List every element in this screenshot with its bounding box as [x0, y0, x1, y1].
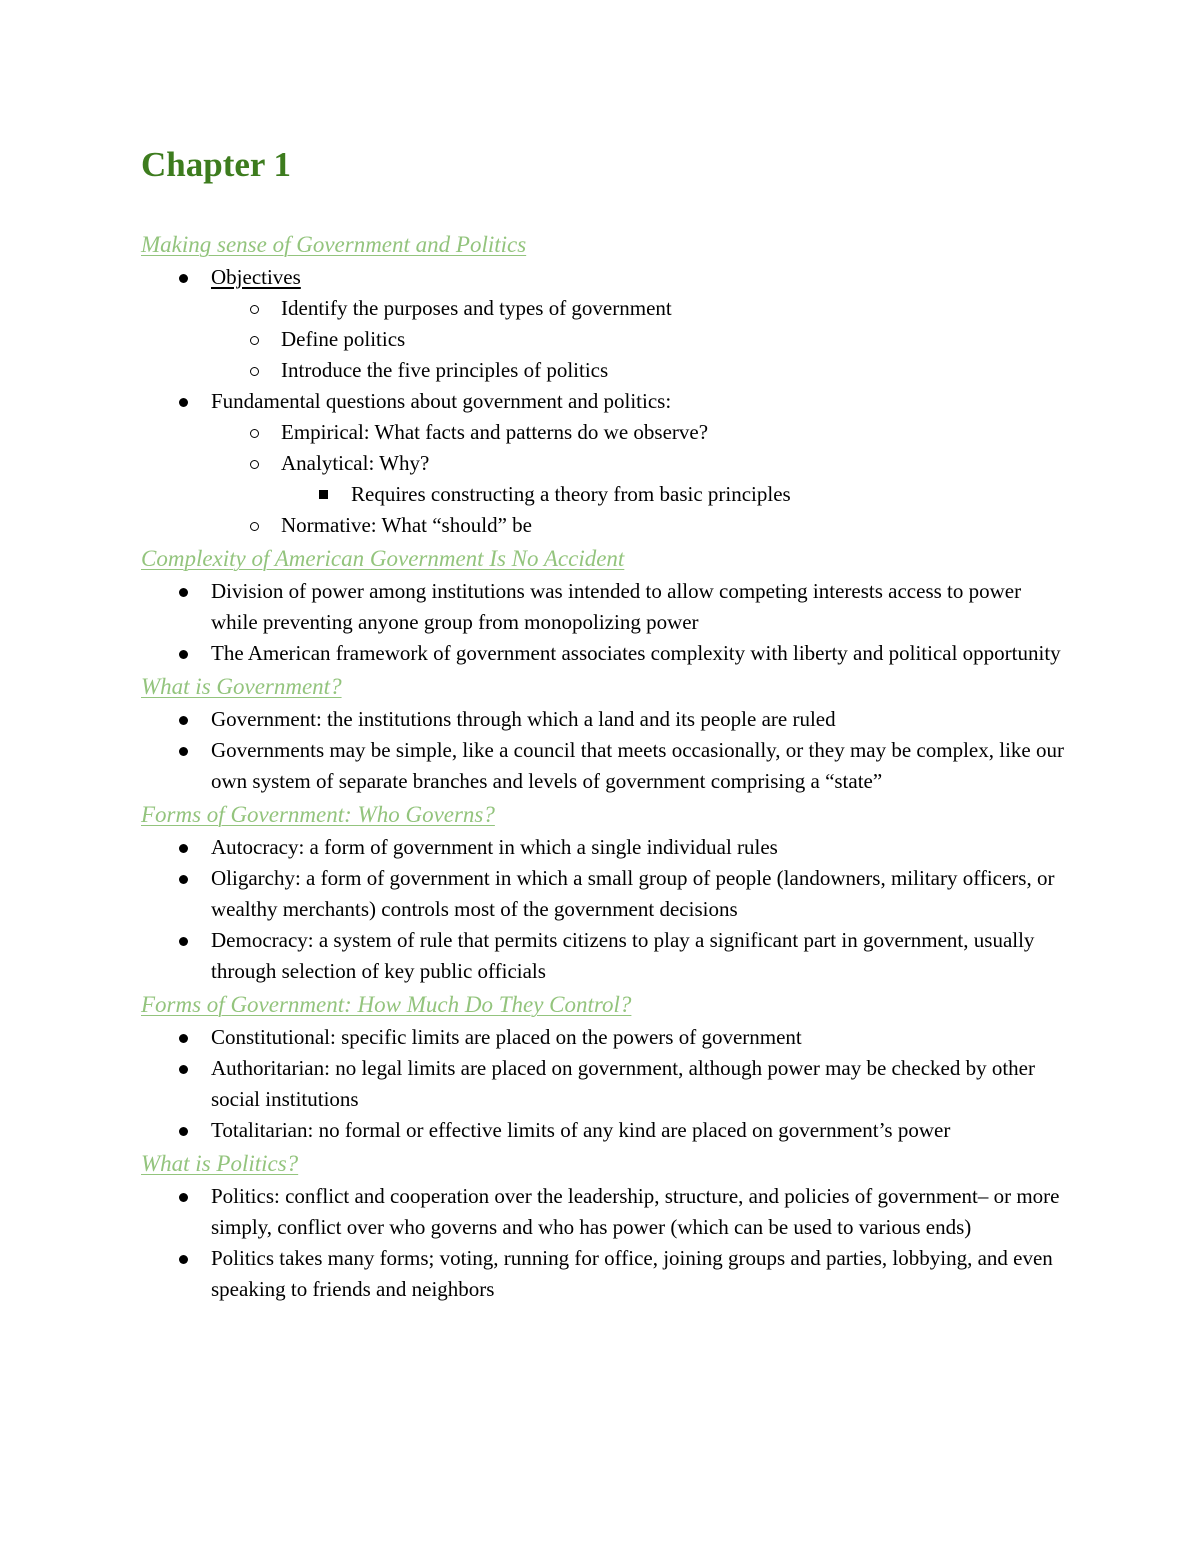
sub-sub-list-item: [281, 479, 1071, 510]
document-body: [141, 227, 1071, 1305]
sub-list-item: [211, 324, 1071, 355]
list-item: [141, 704, 1071, 735]
hollow-bullet-icon: [250, 522, 259, 531]
section-heading: Complexity of American Government Is No Accident: [141, 546, 625, 571]
list-item: [141, 863, 1071, 925]
filled-bullet-icon: [179, 588, 188, 597]
sub-list-item: [211, 510, 1071, 541]
list-item-text: Politics takes many forms; voting, running for office, joining groups and parties, lobbying, and even speaking to friends and neighbors: [211, 1246, 1053, 1301]
sub-list-item: [211, 293, 1071, 324]
filled-bullet-icon: [179, 1255, 188, 1264]
bullet-list: [141, 704, 1071, 797]
sub-list: [211, 293, 1071, 386]
list-item-text: Division of power among institutions was intended to allow competing interests access to power while preventing anyone group from monopolizing power: [211, 579, 1022, 634]
sub-list: [211, 417, 1071, 541]
list-item-text: Government: the institutions through which a land and its people are ruled: [211, 707, 836, 731]
page-title: Chapter 1: [141, 145, 292, 184]
hollow-bullet-icon: [250, 460, 259, 469]
hollow-bullet-icon: [250, 367, 259, 376]
sub-sub-list: [281, 479, 1071, 510]
sub-list-item-text: Normative: What “should” be: [281, 513, 532, 537]
filled-bullet-icon: [179, 1034, 188, 1043]
section-heading: Making sense of Government and Politics: [141, 232, 527, 257]
hollow-bullet-icon: [250, 429, 259, 438]
list-item: [141, 1022, 1071, 1053]
list-item-text: Constitutional: specific limits are placed on the powers of government: [211, 1025, 802, 1049]
list-item-text: Politics: conflict and cooperation over the leadership, structure, and policies of government– or more simply, conflict over who governs and who has power (which can be used to various ends): [211, 1184, 1060, 1239]
filled-bullet-icon: [179, 650, 188, 659]
bullet-list: [141, 1181, 1071, 1305]
square-bullet-icon: [319, 490, 328, 499]
list-item: [141, 1181, 1071, 1243]
bullet-list: [141, 1022, 1071, 1146]
list-item: [141, 1053, 1071, 1115]
list-item: [141, 262, 1071, 386]
list-item-text: The American framework of government associates complexity with liberty and political opportunity: [211, 641, 1061, 665]
list-item-text: Governments may be simple, like a council that meets occasionally, or they may be complex, like our own system of separate branches and levels of government comprising a “state”: [211, 738, 1064, 793]
list-item-text: Fundamental questions about government and politics:: [211, 389, 672, 413]
list-item-text: Democracy: a system of rule that permits citizens to play a significant part in government, usually through selection of key public officials: [211, 928, 1035, 983]
sub-list-item-text: Analytical: Why?: [281, 451, 430, 475]
list-item: [141, 386, 1071, 541]
filled-bullet-icon: [179, 937, 188, 946]
sub-list-item-text: Empirical: What facts and patterns do we observe?: [281, 420, 709, 444]
bullet-list: [141, 832, 1071, 987]
list-item-text: Autocracy: a form of government in which a single individual rules: [211, 835, 778, 859]
sub-list-item-text: Define politics: [281, 327, 406, 351]
hollow-bullet-icon: [250, 336, 259, 345]
filled-bullet-icon: [179, 398, 188, 407]
list-item-text: Oligarchy: a form of government in which a small group of people (landowners, military officers, or wealthy merchants) controls most of the government decisions: [211, 866, 1055, 921]
list-item-text: Totalitarian: no formal or effective limits of any kind are placed on government’s power: [211, 1118, 951, 1142]
list-item: [141, 638, 1071, 669]
list-item-text: Authoritarian: no legal limits are placed on government, although power may be checked by other social institutions: [211, 1056, 1035, 1111]
filled-bullet-icon: [179, 1065, 188, 1074]
section-heading: What is Government?: [141, 674, 342, 699]
section-heading: Forms of Government: Who Governs?: [141, 802, 495, 827]
filled-bullet-icon: [179, 1193, 188, 1202]
sub-list-item-text: Introduce the five principles of politics: [281, 358, 609, 382]
bullet-list: [141, 576, 1071, 669]
hollow-bullet-icon: [250, 305, 259, 314]
filled-bullet-icon: [179, 1127, 188, 1136]
bullet-list: [141, 262, 1071, 541]
list-item-text: Objectives: [211, 265, 301, 289]
filled-bullet-icon: [179, 844, 188, 853]
section-heading: What is Politics?: [141, 1151, 299, 1176]
filled-bullet-icon: [179, 747, 188, 756]
sub-list-item-text: Identify the purposes and types of government: [281, 296, 672, 320]
list-item: [141, 735, 1071, 797]
filled-bullet-icon: [179, 875, 188, 884]
list-item: [141, 832, 1071, 863]
sub-sub-list-item-text: Requires constructing a theory from basic principles: [351, 482, 791, 506]
list-item: [141, 576, 1071, 638]
sub-list-item: [211, 448, 1071, 510]
list-item: [141, 1243, 1071, 1305]
filled-bullet-icon: [179, 274, 188, 283]
section-heading: Forms of Government: How Much Do They Control?: [141, 992, 632, 1017]
sub-list-item: [211, 417, 1071, 448]
list-item: [141, 1115, 1071, 1146]
list-item: [141, 925, 1071, 987]
sub-list-item: [211, 355, 1071, 386]
filled-bullet-icon: [179, 716, 188, 725]
